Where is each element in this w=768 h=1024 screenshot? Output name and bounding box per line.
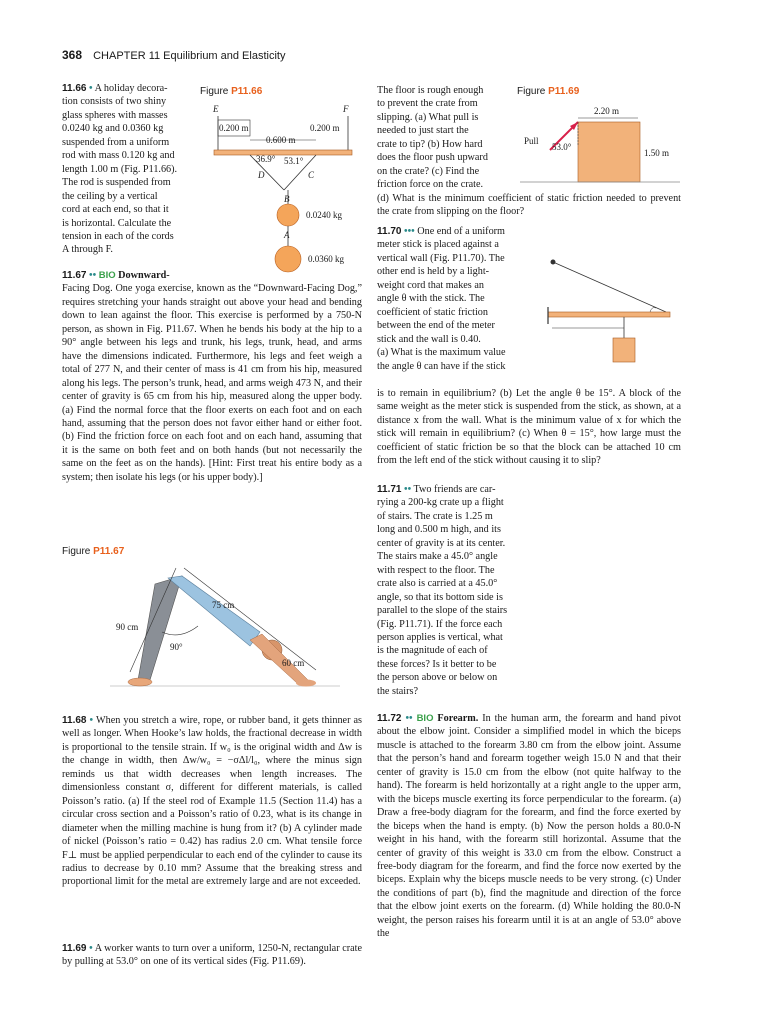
text-line: rod with mass 0.120 kg and [62, 150, 175, 162]
problem-body: When you stretch a wire, rope, or rubber band, it gets thinner as well as longer. When Hooke’s law holds, the fractional decrease in width is proportional to the tensile strain. If w₀ is the original width and Δw is the change in width, then Δw/w₀ = −σΔl/l₀, where the minus sign reminds us that width decreases when length increases. The dimensionless constant σ, different for different materials, is called Poisson’s ratio. (a) If the steel rod of Example 11.5 (Section 11.4) has a circular cross section and a Poisson’s ratio of 0.23, what is its change in diameter when the milling machine is hung from it? (b) A cylinder made of nickel (Poisson’s ratio = 0.42) has radius 2.0 cm. What tensile force F⊥ must be applied perpendicular to each end of the cylinder to cause its radius to decrease by 0.10 mm? Assume that the breaking stress and proportional limit for the metal are extremely large and are not exceeded. [62, 715, 363, 888]
label-d: D [258, 170, 265, 180]
dim-0-200-left: 0.200 m [219, 123, 249, 133]
rod [214, 150, 352, 155]
text-line: stick and the wall is 0.40. [377, 333, 481, 345]
figure-code: P11.66 [231, 86, 263, 97]
text-line: crate to tip? (b) How hard [377, 138, 483, 150]
text-line: with respect to the floor. The [377, 564, 495, 576]
text-line: length 1.00 m (Fig. P11.66). [62, 163, 178, 175]
figure-label-p11-66 [200, 86, 262, 97]
meter-stick [548, 312, 670, 317]
text-line: meter stick is placed against a [377, 239, 499, 251]
problem-body: Facing Dog. One yoga exercise, known as the “Downward-Facing Dog,” requires stretching your hands straight out above your head and bending down to lean against the floor. This exercise is performed by a 750-N person, as shown in Fig. P11.67. When he bends his body at the hip to a 90° angle between his legs and trunk, his legs, trunk, head, and arms have the dimensions indicated. Furthermore, his legs and feet weigh a total of 277 N, and their center of mass is 41 cm from his hip, measured along his legs. The person’s trunk, head, and arms weigh 473 N, and their center of gravity is 65 cm from his hip, measured along the upper body. (a) Find the normal force that the floor exerts on each foot and on each hand, assuming that the person does not favor either hand or either foot. (b) Find the friction force on each foot and on each hand, assuming that it is the same on both feet and on both hands (but not necessarily the same on the feet as on the hands). [Hint: First treat his entire body as a system; then isolate his legs (or his upper body).] [62, 283, 362, 483]
problem-number: 11.70 [377, 226, 402, 237]
label-pull: Pull [524, 136, 539, 146]
figure-label-p11-69 [517, 86, 579, 97]
text-line: coefficient of static friction [377, 306, 488, 318]
figure-code: P11.69 [548, 86, 580, 97]
label-c: C [308, 170, 315, 180]
figure-p11-69 [520, 104, 690, 188]
sphere-upper [277, 204, 299, 226]
text-line: The floor is rough enough [377, 85, 484, 96]
problem-11-70 [377, 225, 523, 373]
problem-11-66 [62, 82, 187, 257]
bio-tag: BIO [98, 270, 116, 281]
text-line: (a) What is the maximum value [377, 347, 506, 359]
page-number: 368 [62, 48, 83, 62]
angle-53-1: 53.1° [284, 156, 304, 166]
dim-torso [184, 568, 316, 670]
person-legs [138, 576, 182, 680]
text-line: the ceiling by a vertical [62, 190, 158, 202]
text-line: The stairs make a 45.0° angle [377, 551, 498, 563]
label-width: 2.20 m [594, 106, 620, 116]
chapter-title: CHAPTER 11 Equilibrium and Elasticity [93, 50, 286, 62]
problem-body: is to remain in equilibrium? (b) Let the angle θ be 15°. A block of the same weight as the meter stick is suspended from the stick, as shown, at a distance x from the wall. What is the minimum value of x for which the stick will remain in equilibrium? (c) When θ = 15°, how large must the coefficient of static friction be so that the block can be attached 10 cm from the left end of the stick without causing it to slip? [377, 388, 681, 467]
text-line: long and 0.500 m high, and its [377, 524, 501, 536]
label-b: B [284, 194, 290, 204]
text-line: slipping. (a) What pull is [377, 111, 479, 123]
text-line: between the end of the meter [377, 320, 495, 332]
angle-36-9: 36.9° [256, 154, 276, 164]
label-f: F [343, 104, 349, 114]
text-line: parallel to the slope of the stairs [377, 605, 508, 617]
cord [553, 262, 666, 312]
label-75cm: 75 cm [212, 600, 235, 610]
running-header [62, 48, 285, 62]
angle-arc [162, 626, 198, 635]
text-line: angle, so that its bottom side is [377, 591, 503, 603]
figure-p11-67 [110, 562, 340, 698]
text-line: The rod is suspended from [62, 177, 171, 189]
text-line: the person above or below on [377, 672, 498, 684]
figure-prefix: Figure [200, 86, 232, 97]
problem-11-69-continued [377, 84, 505, 192]
difficulty-dot: •• [404, 484, 412, 495]
mass-0-0240: 0.0240 kg [306, 210, 342, 220]
angle-arc [650, 308, 656, 313]
text-line: suspended from a uniform [62, 136, 170, 148]
bio-tag: BIO [416, 713, 434, 724]
text-line: weight cord that makes an [377, 279, 484, 291]
difficulty-dot: • [89, 83, 93, 94]
text-line: the stairs? [377, 685, 419, 697]
text-line: angle θ with the stick. The [377, 293, 485, 305]
figure-code: P11.67 [93, 546, 125, 557]
problem-11-69 [62, 942, 362, 969]
figure-p11-70 [540, 252, 680, 372]
problem-number: 11.67 [62, 270, 87, 281]
text-line: tension in each of the cords [62, 230, 174, 242]
text-line: center of gravity is at its center. [377, 537, 506, 549]
label-e: E [213, 104, 219, 114]
difficulty-dot: • [89, 943, 93, 954]
text-line: 0.0240 kg and 0.0360 kg [62, 123, 164, 135]
problem-number: 11.66 [62, 83, 87, 94]
dim-0-200-right: 0.200 m [310, 123, 340, 133]
text-line: the angle θ can have if the stick [377, 360, 506, 372]
text-line: A holiday decora- [94, 83, 168, 94]
figure-p11-66 [200, 98, 370, 278]
text-line: needed to just start the [377, 125, 469, 137]
problem-title: Downward- [118, 270, 170, 281]
problem-11-67 [62, 269, 362, 484]
text-line: friction force on the crate. [377, 179, 484, 191]
text-line: cord at each end, so that it [62, 204, 169, 216]
problem-11-70-continued [377, 387, 681, 468]
text-line: of stairs. The crate is 1.25 m [377, 510, 493, 522]
difficulty-dot: • [89, 715, 94, 726]
problem-11-68 [62, 714, 362, 889]
text-line: person applies is vertical, what [377, 631, 503, 643]
crate [578, 122, 640, 182]
person-hands [296, 680, 316, 687]
text-line: on the crate? (c) Find the [377, 165, 480, 177]
label-angle: 53.0° [552, 142, 572, 152]
label-90cm: 90 cm [116, 622, 139, 632]
problem-11-71 [377, 483, 533, 698]
problem-body: A worker wants to turn over a uniform, 1250-N, rectangular crate by pulling at 53.0° on one of its vertical sides (Fig. P11.69). [62, 943, 362, 968]
text-line: is horizontal. Calculate the [62, 217, 172, 229]
label-60cm: 60 cm [282, 658, 305, 668]
figure-prefix: Figure [517, 86, 549, 97]
text-line: (Fig. P11.71). If the force each [377, 618, 503, 630]
label-height: 1.50 m [644, 148, 670, 158]
problem-title: Forearm. [437, 713, 479, 724]
text-line: Two friends are car- [413, 484, 496, 495]
hanging-block [613, 338, 635, 362]
problem-number: 11.69 [62, 943, 87, 954]
figure-label-p11-67 [62, 546, 124, 557]
problem-body: In the human arm, the forearm and hand pivot about the elbow joint. Consider a simplified model in which the biceps muscle is attached to the forearm 3.80 cm from the elbow joint. Assume that the person’s hand and forearm together weigh 15.0 N and that their center of gravity is 15.0 cm from the elbow (not quite halfway to the hand). The forearm is held horizontally at a right angle to the upper arm, with the biceps muscle exerting its force perpendicular to the forearm. (a) Draw a free-body diagram for the forearm, and find the force exerted by the biceps when the hand is empty. (b) Now the person holds a 80.0-N weight in his hand, with the forearm still horizontal. Assume that the center of gravity of this weight is 33.0 cm from the elbow. Construct a free-body diagram for the forearm, and find the force now exerted by the biceps. Explain why the biceps muscle needs to be very strong. (c) Under the conditions of part (b), find the magnitude and direction of the force that the elbow joint exerts on the forearm. (d) While holding the 80.0-N weight, the person raises his forearm until it is at an angle of 53.0° above the [377, 713, 682, 940]
text-line: these forces? Is it better to be [377, 658, 497, 670]
difficulty-dot: •• [89, 270, 97, 281]
text-line: rying a 200-kg crate up a flight [377, 497, 504, 509]
person-feet [128, 678, 152, 686]
figure-prefix: Figure [62, 546, 94, 557]
difficulty-dot: ••• [404, 226, 415, 237]
problem-number: 11.71 [377, 484, 402, 495]
text-line: tion consists of two shiny [62, 96, 167, 108]
text-line: other end is held by a light- [377, 266, 490, 278]
problem-11-69-part-d [377, 192, 681, 219]
mass-0-0360: 0.0360 kg [308, 254, 344, 264]
text-line: is the magnitude of each of [377, 645, 488, 657]
text-line: to prevent the crate from [377, 98, 478, 110]
problem-number: 11.72 [377, 713, 402, 724]
problem-number: 11.68 [62, 715, 87, 726]
label-90deg: 90° [170, 642, 183, 652]
problem-body: (d) What is the minimum coefficient of static friction needed to prevent the crate from slipping on the floor? [377, 193, 681, 218]
problem-11-72 [377, 712, 681, 941]
dim-0-600: 0.600 m [266, 135, 296, 145]
label-a: A [284, 230, 290, 240]
text-line: crate also is carried at a 45.0° [377, 578, 498, 590]
person-torso [168, 576, 260, 646]
text-line: A through F. [62, 244, 113, 256]
text-line: vertical wall (Fig. P11.70). The [377, 252, 505, 264]
text-line: glass spheres with masses [62, 109, 168, 121]
text-line: One end of a uniform [417, 226, 505, 237]
text-line: does the floor push upward [377, 152, 488, 164]
difficulty-dot: •• [405, 713, 413, 724]
